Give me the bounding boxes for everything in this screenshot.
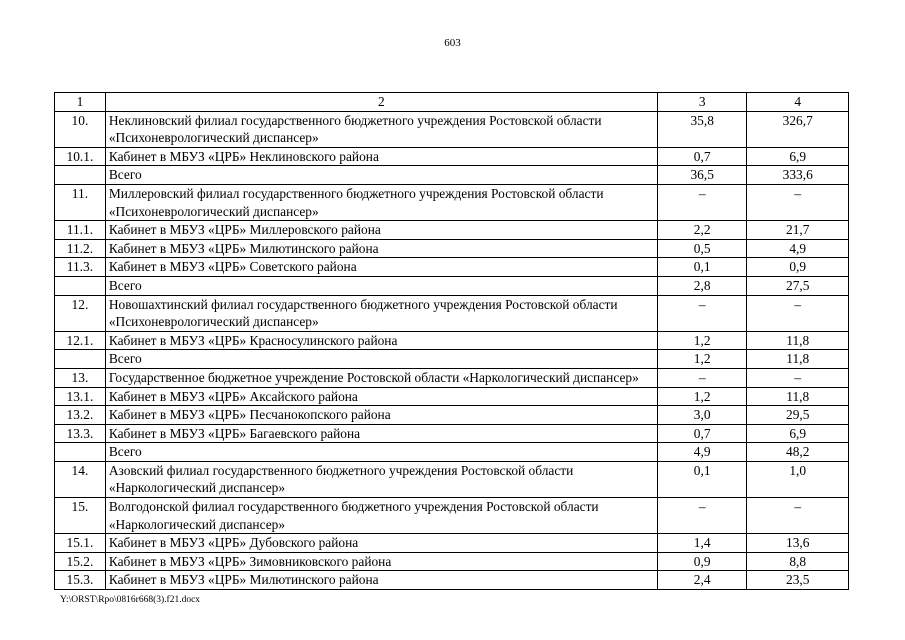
row-col4-cell: 21,7 bbox=[747, 221, 849, 240]
row-name-cell: Миллеровский филиал государственного бюджетного учреждения Ростовской области «Психоневрологический диспансер» bbox=[105, 184, 657, 220]
row-col4-cell: 6,9 bbox=[747, 424, 849, 443]
table-row bbox=[55, 443, 849, 462]
table-row bbox=[55, 461, 849, 497]
table-row bbox=[55, 406, 849, 425]
row-number-cell: 10.1. bbox=[55, 147, 106, 166]
row-name-cell: Волгодонской филиал государственного бюджетного учреждения Ростовской области «Наркологический диспансер» bbox=[105, 498, 657, 534]
row-col4-cell: 1,0 bbox=[747, 461, 849, 497]
row-col3-cell: 0,1 bbox=[657, 461, 747, 497]
row-col4-cell: – bbox=[747, 368, 849, 387]
row-col4-cell: 13,6 bbox=[747, 534, 849, 553]
header-col-3: 3 bbox=[657, 93, 747, 112]
table-row bbox=[55, 534, 849, 553]
row-col3-cell: 0,9 bbox=[657, 552, 747, 571]
table-row bbox=[55, 571, 849, 590]
row-name-cell: Всего bbox=[105, 276, 657, 295]
row-col3-cell: 1,2 bbox=[657, 331, 747, 350]
row-col4-cell: 333,6 bbox=[747, 166, 849, 185]
header-col-4: 4 bbox=[747, 93, 849, 112]
table-row bbox=[55, 258, 849, 277]
row-number-cell: 12.1. bbox=[55, 331, 106, 350]
row-number-cell: 14. bbox=[55, 461, 106, 497]
row-col4-cell: 27,5 bbox=[747, 276, 849, 295]
table-row bbox=[55, 350, 849, 369]
row-name-cell: Кабинет в МБУЗ «ЦРБ» Неклиновского района bbox=[105, 147, 657, 166]
table-row bbox=[55, 424, 849, 443]
row-col3-cell: 0,7 bbox=[657, 424, 747, 443]
row-number-cell bbox=[55, 443, 106, 462]
row-number-cell bbox=[55, 350, 106, 369]
row-name-cell: Кабинет в МБУЗ «ЦРБ» Советского района bbox=[105, 258, 657, 277]
row-name-cell: Всего bbox=[105, 443, 657, 462]
row-name-cell: Кабинет в МБУЗ «ЦРБ» Аксайского района bbox=[105, 387, 657, 406]
row-col3-cell: 1,2 bbox=[657, 387, 747, 406]
row-name-cell: Кабинет в МБУЗ «ЦРБ» Багаевского района bbox=[105, 424, 657, 443]
table-row bbox=[55, 387, 849, 406]
row-col3-cell: – bbox=[657, 498, 747, 534]
table-body bbox=[55, 111, 849, 589]
table-row bbox=[55, 166, 849, 185]
row-col4-cell: 6,9 bbox=[747, 147, 849, 166]
row-col3-cell: 3,0 bbox=[657, 406, 747, 425]
row-name-cell: Кабинет в МБУЗ «ЦРБ» Красносулинского района bbox=[105, 331, 657, 350]
table-row bbox=[55, 184, 849, 220]
row-col4-cell: 11,8 bbox=[747, 350, 849, 369]
table-row bbox=[55, 239, 849, 258]
row-col4-cell: 23,5 bbox=[747, 571, 849, 590]
row-col4-cell: 4,9 bbox=[747, 239, 849, 258]
row-col4-cell: – bbox=[747, 295, 849, 331]
row-col4-cell: 29,5 bbox=[747, 406, 849, 425]
row-number-cell: 15.1. bbox=[55, 534, 106, 553]
row-name-cell: Кабинет в МБУЗ «ЦРБ» Дубовского района bbox=[105, 534, 657, 553]
row-col4-cell: 11,8 bbox=[747, 331, 849, 350]
row-col3-cell: 2,2 bbox=[657, 221, 747, 240]
page-number: 603 bbox=[444, 37, 461, 49]
table-row bbox=[55, 295, 849, 331]
row-col3-cell: 0,1 bbox=[657, 258, 747, 277]
table-row bbox=[55, 111, 849, 147]
row-col3-cell: – bbox=[657, 368, 747, 387]
row-number-cell: 13. bbox=[55, 368, 106, 387]
row-col3-cell: 36,5 bbox=[657, 166, 747, 185]
row-col3-cell: 0,7 bbox=[657, 147, 747, 166]
row-number-cell: 13.2. bbox=[55, 406, 106, 425]
row-number-cell: 11.2. bbox=[55, 239, 106, 258]
row-col4-cell: 326,7 bbox=[747, 111, 849, 147]
row-name-cell: Кабинет в МБУЗ «ЦРБ» Миллеровского района bbox=[105, 221, 657, 240]
file-path-footer: Y:\ORST\Rpo\0816r668(3).f21.docx bbox=[60, 595, 201, 605]
row-name-cell: Кабинет в МБУЗ «ЦРБ» Зимовниковского района bbox=[105, 552, 657, 571]
row-col3-cell: – bbox=[657, 295, 747, 331]
data-table bbox=[54, 92, 849, 590]
row-col4-cell: – bbox=[747, 184, 849, 220]
table-row bbox=[55, 221, 849, 240]
row-col4-cell: 8,8 bbox=[747, 552, 849, 571]
row-name-cell: Всего bbox=[105, 166, 657, 185]
row-col3-cell: 1,4 bbox=[657, 534, 747, 553]
row-col3-cell: 2,8 bbox=[657, 276, 747, 295]
row-col3-cell: 2,4 bbox=[657, 571, 747, 590]
table-row bbox=[55, 276, 849, 295]
row-col3-cell: 4,9 bbox=[657, 443, 747, 462]
row-col4-cell: 11,8 bbox=[747, 387, 849, 406]
row-number-cell: 11.3. bbox=[55, 258, 106, 277]
row-name-cell: Государственное бюджетное учреждение Ростовской области «Наркологический диспансер» bbox=[105, 368, 657, 387]
row-number-cell: 13.3. bbox=[55, 424, 106, 443]
row-name-cell: Новошахтинский филиал государственного бюджетного учреждения Ростовской области «Психоневрологический диспансер» bbox=[105, 295, 657, 331]
row-name-cell: Неклиновский филиал государственного бюджетного учреждения Ростовской области «Психоневрологический диспансер» bbox=[105, 111, 657, 147]
row-col3-cell: 35,8 bbox=[657, 111, 747, 147]
row-col4-cell: 0,9 bbox=[747, 258, 849, 277]
row-number-cell: 15.2. bbox=[55, 552, 106, 571]
header-col-2: 2 bbox=[105, 93, 657, 112]
row-col3-cell: 1,2 bbox=[657, 350, 747, 369]
table-row bbox=[55, 147, 849, 166]
row-number-cell: 13.1. bbox=[55, 387, 106, 406]
row-name-cell: Азовский филиал государственного бюджетного учреждения Ростовской области «Наркологический диспансер» bbox=[105, 461, 657, 497]
row-number-cell bbox=[55, 166, 106, 185]
table-row bbox=[55, 331, 849, 350]
table-row bbox=[55, 498, 849, 534]
row-name-cell: Кабинет в МБУЗ «ЦРБ» Милютинского района bbox=[105, 239, 657, 258]
row-col4-cell: 48,2 bbox=[747, 443, 849, 462]
row-number-cell: 11.1. bbox=[55, 221, 106, 240]
row-name-cell: Кабинет в МБУЗ «ЦРБ» Песчанокопского района bbox=[105, 406, 657, 425]
row-col3-cell: 0,5 bbox=[657, 239, 747, 258]
row-col4-cell: – bbox=[747, 498, 849, 534]
header-col-1: 1 bbox=[55, 93, 106, 112]
row-number-cell: 12. bbox=[55, 295, 106, 331]
row-number-cell: 15. bbox=[55, 498, 106, 534]
row-col3-cell: – bbox=[657, 184, 747, 220]
row-number-cell bbox=[55, 276, 106, 295]
row-name-cell: Всего bbox=[105, 350, 657, 369]
table-row bbox=[55, 552, 849, 571]
row-name-cell: Кабинет в МБУЗ «ЦРБ» Милютинского района bbox=[105, 571, 657, 590]
table-header-row bbox=[55, 93, 849, 112]
row-number-cell: 10. bbox=[55, 111, 106, 147]
row-number-cell: 11. bbox=[55, 184, 106, 220]
row-number-cell: 15.3. bbox=[55, 571, 106, 590]
table-row bbox=[55, 368, 849, 387]
